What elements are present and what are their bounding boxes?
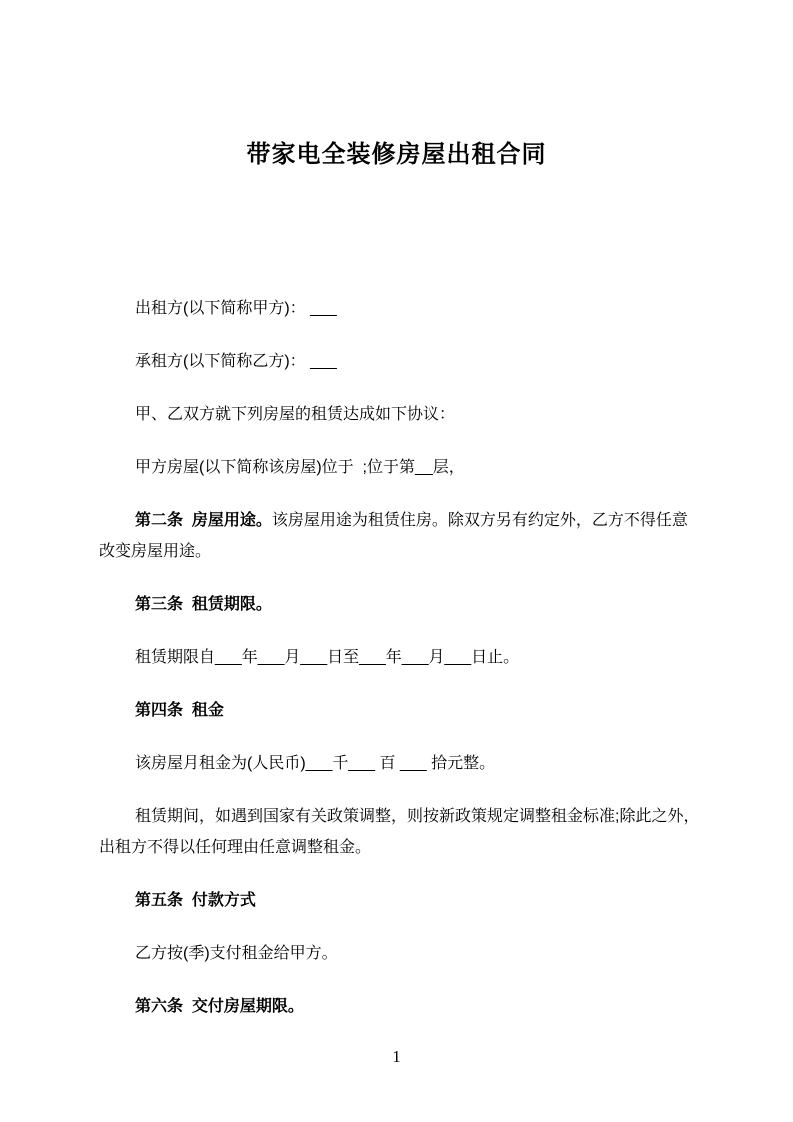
paragraph-line <box>99 801 701 832</box>
paragraph-text: 租赁期间，如遇到国家有关政策调整，则按新政策规定调整租金标准;除此之外， <box>135 808 700 825</box>
paragraph <box>99 346 701 377</box>
paragraph-text: 乙方按(季)支付租金给甲方。 <box>135 945 338 962</box>
paragraph-line <box>99 452 701 483</box>
paragraph-text: 该房屋用途为租赁住房。除双方另有约定外，乙方不得任意 <box>271 512 688 529</box>
paragraph-line <box>99 885 701 916</box>
paragraph <box>99 642 701 673</box>
article-heading: 第五条 付款方式 <box>135 892 256 909</box>
paragraph-text: 该房屋月租金为(人民币)___千___ 百 ___ 拾元整。 <box>135 755 496 772</box>
paragraph-line <box>99 832 701 863</box>
paragraph <box>99 991 701 1022</box>
page-number: 1 <box>392 1047 401 1066</box>
paragraph-line <box>99 938 701 969</box>
document-title: 带家电全装修房屋出租合同 <box>246 141 547 168</box>
paragraph-line <box>99 748 701 779</box>
paragraph-line <box>99 346 701 377</box>
paragraph <box>99 505 701 567</box>
paragraph-line <box>99 399 701 430</box>
paragraph-line <box>99 293 701 324</box>
paragraph-line <box>99 536 701 567</box>
paragraph-text: 甲方房屋(以下简称该房屋)位于 ;位于第__层， <box>135 459 465 476</box>
paragraph <box>99 293 701 324</box>
paragraph-text: 出租方不得以任何理由任意调整租金。 <box>99 839 372 856</box>
paragraph <box>99 885 701 916</box>
paragraph-text: 出租方(以下简称甲方)： ___ <box>135 300 337 317</box>
paragraph-line <box>99 589 701 620</box>
paragraph-line <box>99 991 701 1022</box>
paragraph-text: 租赁期限自___年___月___日至___年___月___日止。 <box>135 649 520 666</box>
paragraph-text: 改变房屋用途。 <box>99 543 212 560</box>
paragraph-line <box>99 642 701 673</box>
document-body <box>0 293 793 1022</box>
paragraph-text: 甲、乙双方就下列房屋的租赁达成如下协议： <box>135 406 456 423</box>
paragraph <box>99 399 701 430</box>
paragraph <box>99 589 701 620</box>
article-heading: 第四条 租金 <box>135 702 224 719</box>
paragraph <box>99 452 701 483</box>
paragraph <box>99 938 701 969</box>
paragraph-text: 承租方(以下简称乙方)： ___ <box>135 353 337 370</box>
paragraph <box>99 748 701 779</box>
paragraph <box>99 801 701 863</box>
paragraph-line <box>99 695 701 726</box>
paragraph <box>99 695 701 726</box>
article-heading: 第二条 房屋用途。 <box>135 512 272 529</box>
article-heading: 第六条 交付房屋期限。 <box>135 998 304 1015</box>
paragraph-line <box>99 505 701 536</box>
article-heading: 第三条 租赁期限。 <box>135 596 272 613</box>
